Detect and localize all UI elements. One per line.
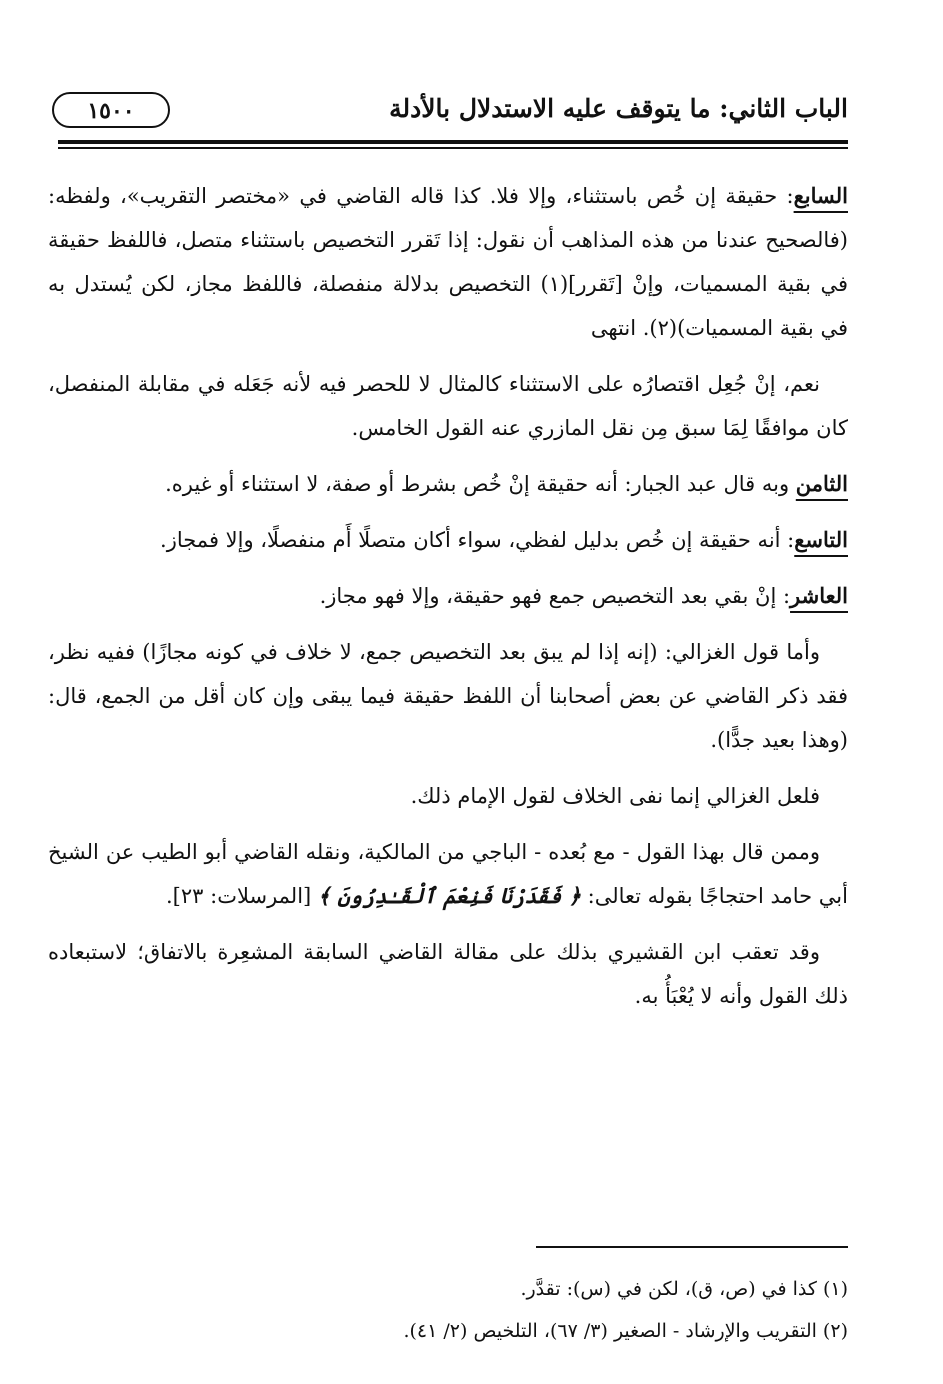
book-page [48,88,848,1342]
paragraph-ninth [48,518,848,562]
verse-reference: [المرسلات: ٢٣]. [166,884,318,908]
paragraph-seventh [48,174,848,350]
header-rule-thin [58,147,848,149]
term-ninth: التاسع [794,527,848,552]
paragraph-qushayri [48,930,848,1018]
term-eighth: الثامن [795,471,848,496]
paragraph-text: : أنه حقيقة إن خُص بدليل لفظي، سواء أكان متصلًا أَم منفصلًا، وإلا فمجاز. [160,528,795,552]
page-number-badge: ١٥٠٠ [52,92,170,128]
running-header [48,88,848,136]
paragraph-text: : إنْ بقي بعد التخصيص جمع فهو حقيقة، وإلا فهو مجاز. [319,584,791,608]
paragraph-text: وأما قول الغزالي: (إنه إذا لم يبق بعد التخصيص جمع، لا خلاف في كونه مجازًا) ففيه نظر، فقد ذكر القاضي عن بعض أصحابنا أن اللفظ حقيقة فيما يبقى وإن كان أقل من الجمع، قال: (وهذا بعيد جدًّا). [48,640,848,752]
paragraph-text: : حقيقة إن خُص باستثناء، وإلا فلا. كذا قاله القاضي في «مختصر التقريب»، ولفظه: (فالصحيح عندنا من هذه المذاهب أن نقول: إذا تَقرر التخصيص باستثناء متصل، فاللفظ حقيقة في بقية المسميات، وإنْ [تَقرر](١) التخصيص بدلالة منفصلة، فاللفظ مجاز، لكن يُستدل به في بقية المسميات)(٢). انتهى [48,184,848,340]
footnote-2: (٢) التقريب والإرشاد - الصغير (٣/ ٦٧)، التلخيص (٢/ ٤١). [403,1320,848,1342]
paragraph-eighth [48,462,848,506]
term-seventh: السابع [793,183,848,208]
paragraph-text: وقد تعقب ابن القشيري بذلك على مقالة القاضي السابقة المشعِرة بالاتفاق؛ لاستبعاده ذلك القول وأنه لا يُعْبَأُ به. [48,940,848,1008]
quran-verse: ﴿ فَقَدَرْنَا فَنِعْمَ ٱلْقَـٰدِرُونَ ﴾ [317,883,581,908]
paragraph-text: وبه قال عبد الجبار: أنه حقيقة إنْ خُص بشرط أو صفة، لا استثناء أو غيره. [165,472,796,496]
paragraph-note [48,362,848,450]
paragraph-text: وممن قال بهذا القول - مع بُعده - الباجي من المالكية، ونقله القاضي أبو الطيب عن الشيخ أبي حامد احتجاجًا بقوله تعالى: [48,840,848,908]
paragraph-text: فلعل الغزالي إنما نفى الخلاف لقول الإمام ذلك. [410,784,820,808]
chapter-title: الباب الثاني: ما يتوقف عليه الاستدلال بالأدلة [389,94,848,123]
paragraph-ghazali [48,630,848,762]
main-text [48,174,848,1030]
footnote-1: (١) كذا في (ص، ق)، لكن في (س): تقدَّر. [520,1278,848,1300]
paragraph-ghazali-conclusion [48,774,848,818]
header-rule-thick [58,140,848,144]
paragraph-baji [48,830,848,918]
paragraph-text: نعم، إنْ جُعِل اقتصارُه على الاستثناء كالمثال لا للحصر فيه لأنه جَعَله في مقابلة المنفصل، كان موافقًا لِمَا سبق مِن نقل المازري عنه القول الخامس. [48,372,848,440]
footnotes [48,1268,848,1352]
footnote-separator [536,1246,848,1248]
term-tenth: العاشر [790,583,848,608]
paragraph-tenth [48,574,848,618]
